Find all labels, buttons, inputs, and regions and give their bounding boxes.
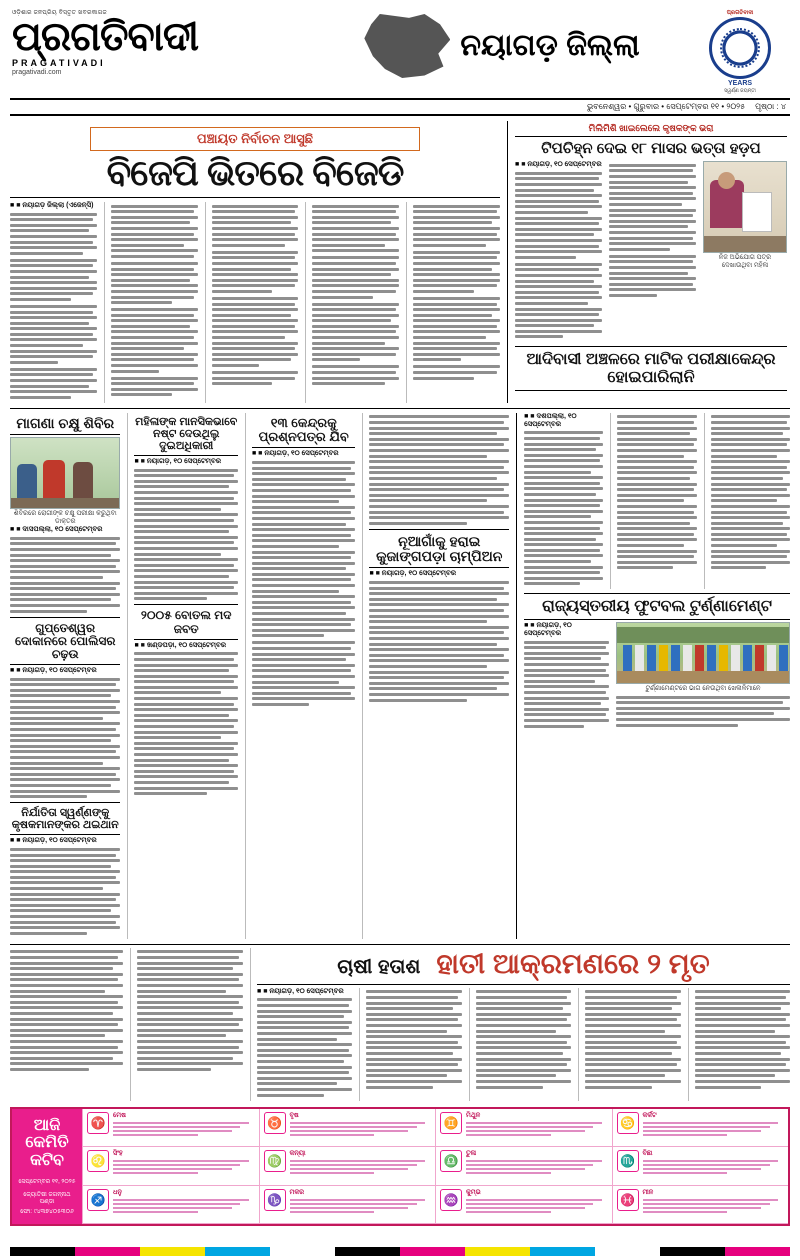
print-color-bar xyxy=(10,1247,790,1256)
mid-col-3 xyxy=(245,413,355,939)
publication-date: ଭୁବନେଶ୍ୱର • ଗୁରୁବାର • ସେପ୍ଟେମ୍ବର ୧୧ • ୨୦୨୫ xyxy=(586,102,746,111)
zodiac-cell[interactable] xyxy=(612,1109,789,1148)
horoscope-title: ଆଜି କେମିତି କଟିବ xyxy=(25,1116,69,1169)
zodiac-taurus-icon: ♉ xyxy=(264,1112,286,1134)
lead-kicker: ପଞ୍ଚାୟତ ନିର୍ବାଚନ ଆସୁଛି xyxy=(90,127,420,151)
masthead-right xyxy=(692,10,788,94)
mid-left-photo-caption: ଶିବିରରେ ରୋଗୀଙ୍କ ଚକ୍ଷୁ ପରୀକ୍ଷା କରୁଥିବା ଡାକ୍ତର xyxy=(13,510,117,526)
right-top-photo xyxy=(703,161,787,253)
zodiac-sign-name: କନ୍ୟା xyxy=(289,1150,306,1158)
bottom-banner-col-3 xyxy=(469,988,571,1101)
district-map-icon xyxy=(364,14,450,78)
zodiac-sign-name: ମୀନ xyxy=(642,1188,654,1196)
bottom-banner-left-head: ଚାଷୀ ହତାଶ xyxy=(337,955,421,978)
right-top-dek: ■ ■ ନୟାଗଡ଼, ୧୦ ସେପ୍ଟେମ୍ବର xyxy=(515,161,602,169)
horoscope-grid xyxy=(82,1109,788,1225)
zodiac-scorpio-icon: ♏ xyxy=(617,1150,639,1172)
lead-dek: ■ ■ ନୟାଗଡ଼ ଜିଲ୍ଲା (ଏଜେନ୍ସି) xyxy=(10,202,97,210)
lead-column-5 xyxy=(406,202,500,403)
top-section xyxy=(10,121,790,403)
bottom-banner-headline: ହାତୀ ଆକ୍ରମଣରେ ୨ ମୃତ xyxy=(436,947,710,979)
mid-col4-dek: ■ ■ ନୟାଗଡ଼, ୧୦ ସେପ୍ଟେମ୍ବର xyxy=(369,570,509,578)
mid-left-headline: ମାଗଣା ଚକ୍ଷୁ ଶିବିର xyxy=(16,414,115,431)
mid-col2-2-dek: ■ ■ ଖଣ୍ଡପଡ଼ା, ୧୦ ସେପ୍ଟେମ୍ବର xyxy=(134,642,237,650)
date-bar xyxy=(10,98,790,116)
masthead xyxy=(10,6,790,94)
right-rail xyxy=(507,121,787,403)
bottom-banner-col-4 xyxy=(578,988,680,1101)
horoscope-date: ସେପ୍ଟେମ୍ବର ୧୧, ୨୦୨୫ xyxy=(18,1179,76,1186)
right-second-dek: ■ ■ ଦଶପଲ୍ଲା, ୧୦ ସେପ୍ଟେମ୍ବର xyxy=(524,413,603,429)
mid-col2-headline: ମହିଳାଙ୍କ ମାନସିକଭାବେ ନଷ୍ଟ ଦେଉଥିଲୁ ଦୁଇଅଧିକାରୀ xyxy=(135,415,238,452)
right-second-col-1 xyxy=(524,413,603,590)
zodiac-cell[interactable] xyxy=(259,1186,436,1225)
lead-column-3 xyxy=(205,202,299,403)
lead-column-1 xyxy=(10,202,97,403)
masthead-website[interactable]: pragativadi.com xyxy=(12,69,62,76)
zodiac-sign-name: ମେଷ xyxy=(113,1111,126,1119)
zodiac-gemini-icon: ♊ xyxy=(440,1112,462,1134)
horoscope-section xyxy=(10,1107,790,1227)
bottom-banner-col-5 xyxy=(688,988,790,1101)
mid-left-photo xyxy=(10,437,120,509)
zodiac-aries-icon: ♈ xyxy=(87,1112,109,1134)
lead-column-4 xyxy=(305,202,399,403)
masthead-left xyxy=(12,10,312,76)
mid-col3-dek: ■ ■ ନୟାଗଡ଼, ୧୦ ସେପ୍ଟେମ୍ବର xyxy=(252,450,355,458)
lower-left-headline: ନିର୍ଯାତିତା ସ୍ୱର୍ଣ୍ଣଙ୍କୁ କୃଷକମାନଙ୍କର ଥଇଥାନ xyxy=(11,807,119,832)
zodiac-cell[interactable] xyxy=(82,1147,259,1186)
right-top-body xyxy=(515,161,787,342)
right-top-headline: ଟିପଚିହ୍ନ ଦେଇ ୧୮ ମାସର ଭତ୍ତା ହଡ଼ପ xyxy=(541,140,761,157)
mid-col-2 xyxy=(127,413,237,939)
zodiac-cell[interactable] xyxy=(259,1109,436,1148)
zodiac-sagittarius-icon: ♐ xyxy=(87,1189,109,1211)
right-top-photo-column xyxy=(703,161,787,342)
mid-col2-dek: ■ ■ ନୟାଗଡ଼, ୧୦ ସେପ୍ଟେମ୍ବର xyxy=(134,458,237,466)
bottom-banner-main xyxy=(250,948,790,1101)
right-top-column-1 xyxy=(515,161,602,342)
zodiac-sign-name: ମକର xyxy=(289,1188,305,1196)
zodiac-sign-name: ସିଂହ xyxy=(113,1150,123,1158)
masthead-title: ପ୍ରଗତିବାଦୀ xyxy=(12,15,199,59)
right-third-col-1 xyxy=(524,622,609,732)
zodiac-pisces-icon: ♓ xyxy=(617,1189,639,1211)
right-third-headline: ରାଜ୍ୟସ୍ତରୀୟ ଫୁଟବଲ ଟୁର୍ଣ୍ଣାମେଣ୍ଟ xyxy=(542,598,772,616)
horoscope-title-block xyxy=(12,1109,82,1225)
zodiac-aquarius-icon: ♒ xyxy=(440,1189,462,1211)
lead-column-2 xyxy=(104,202,198,403)
right-third-photo xyxy=(616,622,790,684)
zodiac-sign-name: କର୍କଟ xyxy=(642,1111,657,1119)
right-rail-lower xyxy=(516,413,790,939)
right-third-body xyxy=(524,622,790,732)
bottom-banner-dek: ■ ■ ନୟାଗଡ଼, ୧୦ ସେପ୍ଟେମ୍ବର xyxy=(257,988,352,996)
right-third-photo-caption: ଟୁର୍ଣ୍ଣାମେଣ୍ଟରେ ଭାଗ ନେଉଥିବା ଖେଳାଳିମାନେ xyxy=(645,685,761,693)
zodiac-cell[interactable] xyxy=(259,1147,436,1186)
masthead-tagline: ଓଡ଼ିଶାର ଜନପ୍ରିୟ ବିସ୍ତୃତ ଖବରକାଗଜ xyxy=(12,10,107,16)
zodiac-cell[interactable] xyxy=(82,1186,259,1225)
zodiac-leo-icon: ♌ xyxy=(87,1150,109,1172)
zodiac-sign-name: ବୃଷ xyxy=(289,1111,299,1119)
mid-col-4 xyxy=(362,413,509,939)
zodiac-virgo-icon: ♍ xyxy=(264,1150,286,1172)
lead-divider xyxy=(10,197,500,198)
zodiac-cell[interactable] xyxy=(82,1109,259,1148)
district-name: ନୟାଗଡ଼ ଜିଲ୍ଲା xyxy=(460,29,640,62)
masthead-center xyxy=(312,10,692,78)
zodiac-libra-icon: ♎ xyxy=(440,1150,462,1172)
lead-body-columns xyxy=(10,202,500,403)
right-second-col-3 xyxy=(704,413,790,590)
mid-left-2-dek: ■ ■ ନୟାଗଡ଼, ୧୦ ସେପ୍ଟେମ୍ବର xyxy=(10,667,120,675)
logo-years-label: YEARS xyxy=(727,80,753,87)
right-second-col-2 xyxy=(610,413,696,590)
zodiac-sign-name: ମିଥୁନ xyxy=(466,1111,481,1119)
logo-top-label: ପ୍ରଗତିବାଦୀ xyxy=(726,10,754,16)
bottom-banner-col-2 xyxy=(359,988,461,1101)
masthead-roman-title: PRAGATIVADI xyxy=(12,58,106,68)
zodiac-cell[interactable] xyxy=(612,1147,789,1186)
middle-section xyxy=(10,413,790,939)
right-top-column-2 xyxy=(609,161,696,342)
mid-left-2-headline: ଗୁପ୍ତେଶ୍ୱର ଦୋକାନରେ ପୋଲିସର ଚଢ଼ଉ xyxy=(15,620,116,661)
zodiac-cell[interactable] xyxy=(612,1186,789,1225)
zodiac-cancer-icon: ♋ xyxy=(617,1112,639,1134)
lead-story xyxy=(10,121,500,403)
zodiac-sign-name: ତୁଳା xyxy=(466,1150,477,1158)
zodiac-cell[interactable] xyxy=(435,1147,612,1186)
mid-col2-2-headline: ୨୦୦୫ ବୋତଲ ମଦ ଜବତ xyxy=(140,608,232,636)
zodiac-cell[interactable] xyxy=(435,1109,612,1148)
zodiac-capricorn-icon: ♑ xyxy=(264,1189,286,1211)
horoscope-astrologer: ଜ୍ୟୋତିଷୀ ଜଗନ୍ନାଥ ପଣ୍ଡା xyxy=(23,1192,71,1206)
right-third-photo-column xyxy=(616,622,790,732)
lower-left-dek: ■ ■ ନୟାଗଡ଼, ୧୦ ସେପ୍ଟେମ୍ବର xyxy=(10,837,120,845)
right-second-headline: ଆଦିବାସୀ ଅଞ୍ଚଳରେ ମାଟିକ ପରୀକ୍ଷାକେନ୍ଦ୍ର ହୋଇପାରିଲାନି xyxy=(526,351,776,387)
bottom-banner-body xyxy=(257,988,790,1101)
bottom-col-2 xyxy=(130,948,243,1101)
bottom-banner xyxy=(10,948,790,1101)
page-number: ପୃଷ୍ଠା : ୪ xyxy=(755,102,786,111)
bottom-banner-col-1 xyxy=(257,988,352,1101)
logo-caption: ସ୍ୱର୍ଣ୍ଣ ଜୟନ୍ତୀ xyxy=(724,88,756,94)
right-top-kicker: ମିଲିମିଶି ଖାଇଲେଲେ କୃଷକଙ୍କ ଭରା xyxy=(588,123,714,133)
bottom-left-filler xyxy=(10,948,123,1101)
horoscope-phone: ଫୋ: ୯୪୩୭୪୦୫୩୦୬ xyxy=(20,1209,74,1216)
mid-col3-headline: ୧୩ କେନ୍ଦ୍ରକୁ ପ୍ରଶ୍ନପତ୍ର ଯିବ xyxy=(258,414,349,445)
golden-jubilee-logo xyxy=(709,17,771,79)
right-second-body xyxy=(524,413,790,590)
mid-left-dek: ■ ■ ଦାସପଲ୍ଲା, ୧୦ ସେପ୍ଟେମ୍ବର xyxy=(10,526,120,534)
top-bottom-divider xyxy=(10,408,790,409)
lead-headline: ବିଜେପି ଭିତରେ ବିଜେଡି xyxy=(106,152,404,193)
right-third-dek: ■ ■ ନୟାଗଡ଼, ୧୦ ସେପ୍ଟେମ୍ବର xyxy=(524,622,609,638)
zodiac-sign-name: ଧନୁ xyxy=(113,1188,122,1196)
zodiac-sign-name: ବିଛା xyxy=(642,1150,653,1158)
zodiac-cell[interactable] xyxy=(435,1186,612,1225)
right-top-photo-caption: ନିଜ ଅଭିଯୋଗ ପତ୍ର ଦେଖାଉଥିବା ମହିଳା xyxy=(718,254,772,270)
mid-col-1 xyxy=(10,413,120,939)
zodiac-sign-name: କୁମ୍ଭ xyxy=(466,1188,481,1196)
mid-col4-headline: ନୂଆଗାଁକୁ ହରାଇ କୁଜାଙ୍ଗପଡ଼ା ଚାମ୍ପିଅନ xyxy=(376,532,503,565)
